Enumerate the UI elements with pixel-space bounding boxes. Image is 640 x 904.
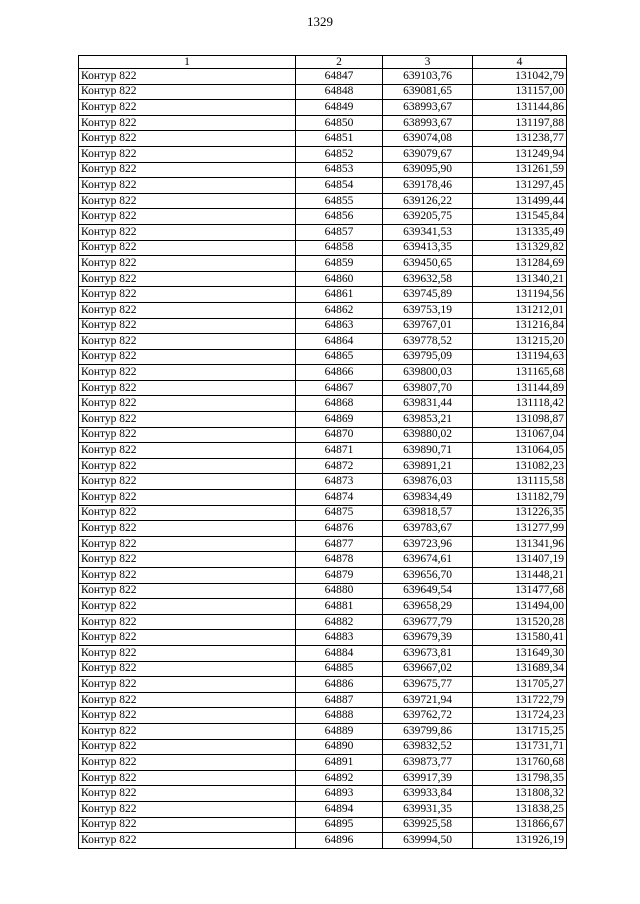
y-coordinate-cell: 131082,23	[473, 458, 567, 474]
x-coordinate-cell: 639081,65	[383, 84, 473, 100]
table-row	[79, 349, 567, 365]
point-number-cell: 64882	[296, 614, 383, 630]
table-row	[79, 568, 567, 584]
x-coordinate-cell: 639413,35	[383, 240, 473, 256]
contour-name-cell: Контур 822	[79, 708, 296, 724]
y-coordinate-cell: 131194,63	[473, 349, 567, 365]
table-row	[79, 193, 567, 209]
x-coordinate-cell: 639873,77	[383, 755, 473, 771]
table-row	[79, 224, 567, 240]
point-number-cell: 64894	[296, 801, 383, 817]
point-number-cell: 64859	[296, 256, 383, 272]
contour-name-cell: Контур 822	[79, 739, 296, 755]
contour-name-cell: Контур 822	[79, 193, 296, 209]
table-row	[79, 536, 567, 552]
point-number-cell: 64860	[296, 271, 383, 287]
y-coordinate-cell: 131689,34	[473, 661, 567, 677]
table-row	[79, 287, 567, 303]
contour-name-cell: Контур 822	[79, 349, 296, 365]
table-row	[79, 723, 567, 739]
column-header-3: 3	[383, 56, 473, 69]
x-coordinate-cell: 639925,58	[383, 817, 473, 833]
point-number-cell: 64851	[296, 131, 383, 147]
point-number-cell: 64865	[296, 349, 383, 365]
contour-name-cell: Контур 822	[79, 692, 296, 708]
point-number-cell: 64893	[296, 786, 383, 802]
x-coordinate-cell: 639795,09	[383, 349, 473, 365]
x-coordinate-cell: 639126,22	[383, 193, 473, 209]
table-row	[79, 131, 567, 147]
contour-name-cell: Контур 822	[79, 833, 296, 849]
y-coordinate-cell: 131715,25	[473, 723, 567, 739]
table-row	[79, 100, 567, 116]
x-coordinate-cell: 639074,08	[383, 131, 473, 147]
point-number-cell: 64875	[296, 505, 383, 521]
x-coordinate-cell: 639767,01	[383, 318, 473, 334]
table-row	[79, 552, 567, 568]
x-coordinate-cell: 639994,50	[383, 833, 473, 849]
x-coordinate-cell: 639917,39	[383, 770, 473, 786]
contour-name-cell: Контур 822	[79, 318, 296, 334]
contour-name-cell: Контур 822	[79, 458, 296, 474]
point-number-cell: 64870	[296, 427, 383, 443]
x-coordinate-cell: 639890,71	[383, 443, 473, 459]
contour-name-cell: Контур 822	[79, 583, 296, 599]
table-body	[79, 69, 567, 849]
contour-name-cell: Контур 822	[79, 146, 296, 162]
point-number-cell: 64891	[296, 755, 383, 771]
point-number-cell: 64864	[296, 334, 383, 350]
y-coordinate-cell: 131277,99	[473, 521, 567, 537]
contour-name-cell: Контур 822	[79, 645, 296, 661]
contour-name-cell: Контур 822	[79, 100, 296, 116]
x-coordinate-cell: 639632,58	[383, 271, 473, 287]
y-coordinate-cell: 131216,84	[473, 318, 567, 334]
x-coordinate-cell: 639818,57	[383, 505, 473, 521]
table-row	[79, 240, 567, 256]
y-coordinate-cell: 131064,05	[473, 443, 567, 459]
y-coordinate-cell: 131098,87	[473, 412, 567, 428]
point-number-cell: 64849	[296, 100, 383, 116]
y-coordinate-cell: 131926,19	[473, 833, 567, 849]
contour-name-cell: Контур 822	[79, 84, 296, 100]
x-coordinate-cell: 639880,02	[383, 427, 473, 443]
column-header-1: 1	[79, 56, 296, 69]
table-row	[79, 443, 567, 459]
y-coordinate-cell: 131335,49	[473, 224, 567, 240]
x-coordinate-cell: 639205,75	[383, 209, 473, 225]
y-coordinate-cell: 131226,35	[473, 505, 567, 521]
y-coordinate-cell: 131194,56	[473, 287, 567, 303]
point-number-cell: 64869	[296, 412, 383, 428]
contour-name-cell: Контур 822	[79, 131, 296, 147]
y-coordinate-cell: 131407,19	[473, 552, 567, 568]
y-coordinate-cell: 131197,88	[473, 115, 567, 131]
x-coordinate-cell: 639679,39	[383, 630, 473, 646]
y-coordinate-cell: 131144,89	[473, 380, 567, 396]
point-number-cell: 64863	[296, 318, 383, 334]
contour-name-cell: Контур 822	[79, 380, 296, 396]
x-coordinate-cell: 639831,44	[383, 396, 473, 412]
contour-name-cell: Контур 822	[79, 302, 296, 318]
contour-name-cell: Контур 822	[79, 365, 296, 381]
x-coordinate-cell: 639783,67	[383, 521, 473, 537]
x-coordinate-cell: 639832,52	[383, 739, 473, 755]
coordinates-table	[78, 55, 567, 849]
x-coordinate-cell: 639667,02	[383, 661, 473, 677]
table-row	[79, 115, 567, 131]
point-number-cell: 64872	[296, 458, 383, 474]
point-number-cell: 64888	[296, 708, 383, 724]
contour-name-cell: Контур 822	[79, 287, 296, 303]
x-coordinate-cell: 639745,89	[383, 287, 473, 303]
y-coordinate-cell: 131067,04	[473, 427, 567, 443]
x-coordinate-cell: 639891,21	[383, 458, 473, 474]
contour-name-cell: Контур 822	[79, 723, 296, 739]
point-number-cell: 64847	[296, 69, 383, 85]
table-row	[79, 630, 567, 646]
page-number: 1329	[307, 14, 333, 29]
x-coordinate-cell: 639799,86	[383, 723, 473, 739]
point-number-cell: 64881	[296, 599, 383, 615]
y-coordinate-cell: 131760,68	[473, 755, 567, 771]
x-coordinate-cell: 639079,67	[383, 146, 473, 162]
table-row	[79, 412, 567, 428]
y-coordinate-cell: 131165,68	[473, 365, 567, 381]
x-coordinate-cell: 639677,79	[383, 614, 473, 630]
x-coordinate-cell: 639675,77	[383, 677, 473, 693]
contour-name-cell: Контур 822	[79, 115, 296, 131]
y-coordinate-cell: 131499,44	[473, 193, 567, 209]
x-coordinate-cell: 639721,94	[383, 692, 473, 708]
y-coordinate-cell: 131042,79	[473, 69, 567, 85]
contour-name-cell: Контур 822	[79, 770, 296, 786]
y-coordinate-cell: 131477,68	[473, 583, 567, 599]
column-header-4: 4	[473, 56, 567, 69]
point-number-cell: 64855	[296, 193, 383, 209]
table-row	[79, 427, 567, 443]
point-number-cell: 64874	[296, 490, 383, 506]
table-row	[79, 677, 567, 693]
contour-name-cell: Контур 822	[79, 677, 296, 693]
point-number-cell: 64892	[296, 770, 383, 786]
y-coordinate-cell: 131238,77	[473, 131, 567, 147]
y-coordinate-cell: 131705,27	[473, 677, 567, 693]
table-row	[79, 256, 567, 272]
point-number-cell: 64895	[296, 817, 383, 833]
contour-name-cell: Контур 822	[79, 474, 296, 490]
x-coordinate-cell: 639834,49	[383, 490, 473, 506]
contour-name-cell: Контур 822	[79, 661, 296, 677]
x-coordinate-cell: 639178,46	[383, 178, 473, 194]
x-coordinate-cell: 639753,19	[383, 302, 473, 318]
y-coordinate-cell: 131261,59	[473, 162, 567, 178]
y-coordinate-cell: 131329,82	[473, 240, 567, 256]
y-coordinate-cell: 131866,67	[473, 817, 567, 833]
contour-name-cell: Контур 822	[79, 755, 296, 771]
point-number-cell: 64857	[296, 224, 383, 240]
table-row	[79, 162, 567, 178]
x-coordinate-cell: 639095,90	[383, 162, 473, 178]
y-coordinate-cell: 131341,96	[473, 536, 567, 552]
y-coordinate-cell: 131808,32	[473, 786, 567, 802]
table-row	[79, 645, 567, 661]
y-coordinate-cell: 131182,79	[473, 490, 567, 506]
point-number-cell: 64896	[296, 833, 383, 849]
contour-name-cell: Контур 822	[79, 162, 296, 178]
y-coordinate-cell: 131118,42	[473, 396, 567, 412]
point-number-cell: 64876	[296, 521, 383, 537]
y-coordinate-cell: 131212,01	[473, 302, 567, 318]
point-number-cell: 64873	[296, 474, 383, 490]
point-number-cell: 64883	[296, 630, 383, 646]
y-coordinate-cell: 131340,21	[473, 271, 567, 287]
y-coordinate-cell: 131580,41	[473, 630, 567, 646]
contour-name-cell: Контур 822	[79, 443, 296, 459]
contour-name-cell: Контур 822	[79, 786, 296, 802]
x-coordinate-cell: 638993,67	[383, 100, 473, 116]
contour-name-cell: Контур 822	[79, 536, 296, 552]
contour-name-cell: Контур 822	[79, 396, 296, 412]
point-number-cell: 64848	[296, 84, 383, 100]
table-row	[79, 583, 567, 599]
contour-name-cell: Контур 822	[79, 490, 296, 506]
x-coordinate-cell: 639778,52	[383, 334, 473, 350]
point-number-cell: 64877	[296, 536, 383, 552]
y-coordinate-cell: 131545,84	[473, 209, 567, 225]
y-coordinate-cell: 131115,58	[473, 474, 567, 490]
y-coordinate-cell: 131157,00	[473, 84, 567, 100]
point-number-cell: 64879	[296, 568, 383, 584]
x-coordinate-cell: 639762,72	[383, 708, 473, 724]
y-coordinate-cell: 131297,45	[473, 178, 567, 194]
point-number-cell: 64890	[296, 739, 383, 755]
y-coordinate-cell: 131838,25	[473, 801, 567, 817]
contour-name-cell: Контур 822	[79, 505, 296, 521]
table-row	[79, 661, 567, 677]
point-number-cell: 64853	[296, 162, 383, 178]
y-coordinate-cell: 131649,30	[473, 645, 567, 661]
y-coordinate-cell: 131722,79	[473, 692, 567, 708]
y-coordinate-cell: 131520,28	[473, 614, 567, 630]
contour-name-cell: Контур 822	[79, 224, 296, 240]
contour-name-cell: Контур 822	[79, 256, 296, 272]
contour-name-cell: Контур 822	[79, 599, 296, 615]
y-coordinate-cell: 131249,94	[473, 146, 567, 162]
table-row	[79, 505, 567, 521]
table-row	[79, 755, 567, 771]
point-number-cell: 64884	[296, 645, 383, 661]
table-row	[79, 146, 567, 162]
y-coordinate-cell: 131798,35	[473, 770, 567, 786]
table-row	[79, 84, 567, 100]
x-coordinate-cell: 639673,81	[383, 645, 473, 661]
point-number-cell: 64878	[296, 552, 383, 568]
table-row	[79, 69, 567, 85]
point-number-cell: 64886	[296, 677, 383, 693]
contour-name-cell: Контур 822	[79, 178, 296, 194]
table-row	[79, 209, 567, 225]
table-row	[79, 521, 567, 537]
point-number-cell: 64852	[296, 146, 383, 162]
table-row	[79, 817, 567, 833]
point-number-cell: 64887	[296, 692, 383, 708]
table-row	[79, 708, 567, 724]
contour-name-cell: Контур 822	[79, 568, 296, 584]
point-number-cell: 64871	[296, 443, 383, 459]
y-coordinate-cell: 131215,20	[473, 334, 567, 350]
x-coordinate-cell: 639853,21	[383, 412, 473, 428]
contour-name-cell: Контур 822	[79, 69, 296, 85]
table-row	[79, 833, 567, 849]
x-coordinate-cell: 639341,53	[383, 224, 473, 240]
point-number-cell: 64861	[296, 287, 383, 303]
table-row	[79, 365, 567, 381]
table-row	[79, 458, 567, 474]
table-row	[79, 614, 567, 630]
point-number-cell: 64854	[296, 178, 383, 194]
x-coordinate-cell: 639933,84	[383, 786, 473, 802]
x-coordinate-cell: 639649,54	[383, 583, 473, 599]
contour-name-cell: Контур 822	[79, 552, 296, 568]
y-coordinate-cell: 131731,71	[473, 739, 567, 755]
y-coordinate-cell: 131494,00	[473, 599, 567, 615]
table-row	[79, 490, 567, 506]
x-coordinate-cell: 639800,03	[383, 365, 473, 381]
table-row	[79, 178, 567, 194]
contour-name-cell: Контур 822	[79, 271, 296, 287]
point-number-cell: 64889	[296, 723, 383, 739]
y-coordinate-cell: 131284,69	[473, 256, 567, 272]
x-coordinate-cell: 639807,70	[383, 380, 473, 396]
x-coordinate-cell: 638993,67	[383, 115, 473, 131]
table-row	[79, 302, 567, 318]
table-row	[79, 380, 567, 396]
point-number-cell: 64858	[296, 240, 383, 256]
table-row	[79, 334, 567, 350]
table-row	[79, 692, 567, 708]
table-row	[79, 739, 567, 755]
contour-name-cell: Контур 822	[79, 334, 296, 350]
x-coordinate-cell: 639656,70	[383, 568, 473, 584]
point-number-cell: 64868	[296, 396, 383, 412]
x-coordinate-cell: 639723,96	[383, 536, 473, 552]
y-coordinate-cell: 131724,23	[473, 708, 567, 724]
x-coordinate-cell: 639876,03	[383, 474, 473, 490]
contour-name-cell: Контур 822	[79, 630, 296, 646]
contour-name-cell: Контур 822	[79, 614, 296, 630]
contour-name-cell: Контур 822	[79, 209, 296, 225]
table-row	[79, 396, 567, 412]
point-number-cell: 64856	[296, 209, 383, 225]
table-row	[79, 271, 567, 287]
y-coordinate-cell: 131448,21	[473, 568, 567, 584]
table-row	[79, 318, 567, 334]
table-row	[79, 474, 567, 490]
table-row	[79, 786, 567, 802]
x-coordinate-cell: 639931,35	[383, 801, 473, 817]
contour-name-cell: Контур 822	[79, 427, 296, 443]
table-row	[79, 801, 567, 817]
contour-name-cell: Контур 822	[79, 801, 296, 817]
contour-name-cell: Контур 822	[79, 412, 296, 428]
contour-name-cell: Контур 822	[79, 240, 296, 256]
point-number-cell: 64880	[296, 583, 383, 599]
x-coordinate-cell: 639450,65	[383, 256, 473, 272]
contour-name-cell: Контур 822	[79, 817, 296, 833]
point-number-cell: 64867	[296, 380, 383, 396]
table-row	[79, 599, 567, 615]
y-coordinate-cell: 131144,86	[473, 100, 567, 116]
contour-name-cell: Контур 822	[79, 521, 296, 537]
point-number-cell: 64850	[296, 115, 383, 131]
column-header-2: 2	[296, 56, 383, 69]
point-number-cell: 64862	[296, 302, 383, 318]
table-row	[79, 770, 567, 786]
point-number-cell: 64885	[296, 661, 383, 677]
point-number-cell: 64866	[296, 365, 383, 381]
x-coordinate-cell: 639658,29	[383, 599, 473, 615]
table-header-row	[79, 56, 567, 69]
x-coordinate-cell: 639103,76	[383, 69, 473, 85]
x-coordinate-cell: 639674,61	[383, 552, 473, 568]
